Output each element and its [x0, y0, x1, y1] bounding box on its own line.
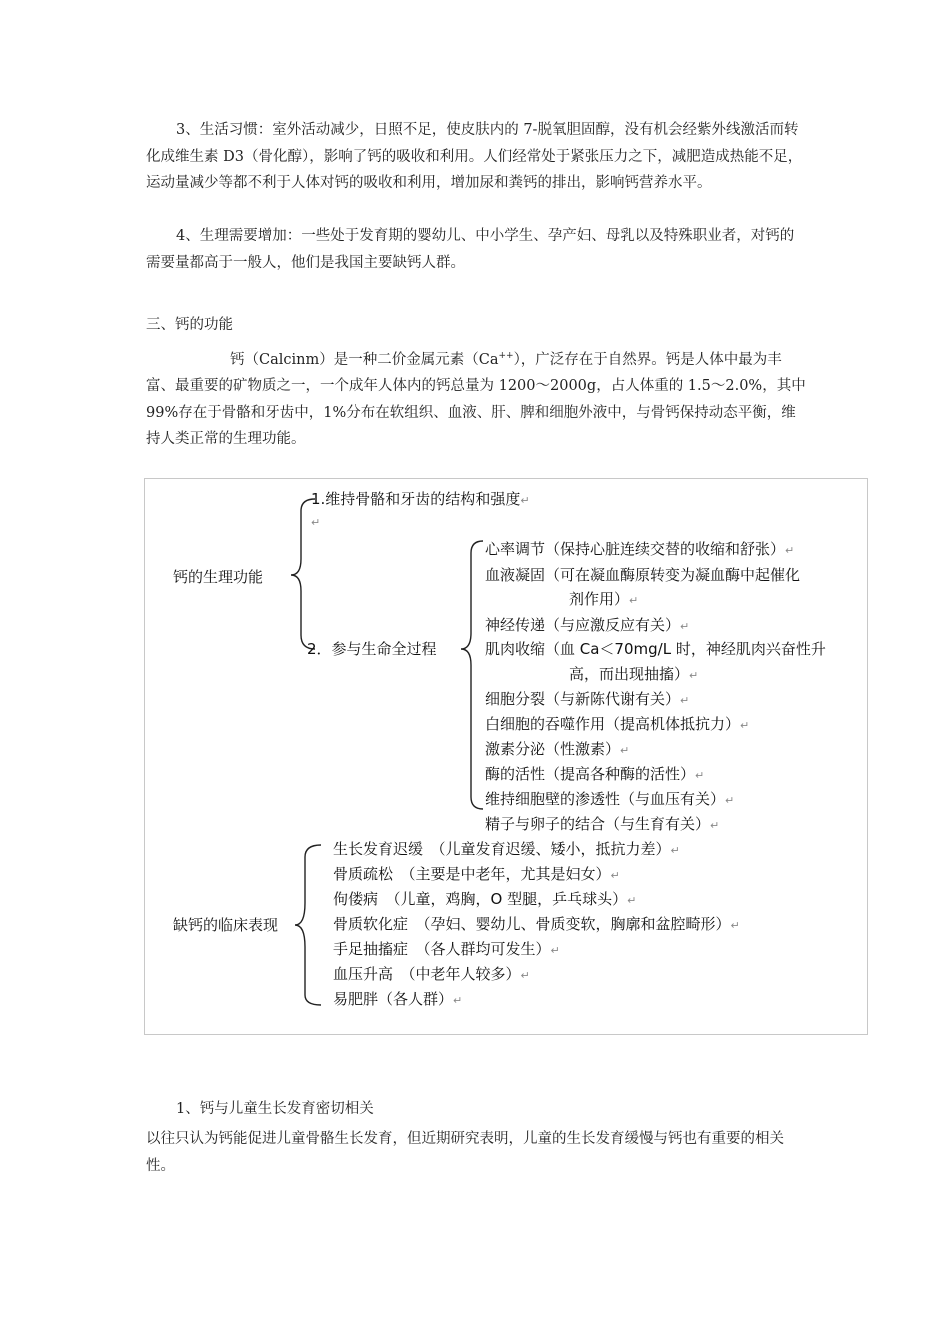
function-item: 肌肉收缩（血 Ca＜70mg/L 时，神经肌肉兴奋性升	[485, 640, 826, 658]
symptom-item: 生长发育迟缓 （儿童发育迟缓、矮小，抵抗力差）↵	[333, 840, 680, 858]
paragraph-child-growth: 以往只认为钙能促进儿童骨骼生长发育，但近期研究表明，儿童的生长发育缓慢与钙也有重要的相关性。	[146, 1131, 784, 1174]
bracket-life-process	[461, 541, 483, 809]
function-item: 白细胞的吞噬作用（提高机体抵抗力）↵	[485, 715, 750, 733]
function-item: 激素分泌（性激素）↵	[485, 740, 630, 758]
function-item: 细胞分裂（与新陈代谢有关）↵	[485, 690, 690, 708]
symptom-item: 佝偻病 （儿童，鸡胸，O 型腿，乒乓球头）↵	[333, 890, 637, 908]
bracket-deficiency	[295, 845, 321, 1005]
paragraph-calcium-intro: 钙（Calcinm）是一种二价金属元素（Ca++），广泛存在于自然界。钙是人体中最为丰富、最重要的矿物质之一，一个成年人体内的钙总量为 1200～2000g，占人体重的 1.5～2.0%，其中 99%存在于骨骼和牙齿中，1%分布在软组织、血液、肝、脾和细胞外液中，与骨钙保持动态平衡，维持人类正常的生理功能。	[146, 351, 806, 448]
paragraph-mark: ↵	[311, 516, 321, 529]
function-item: 维持细胞壁的渗透性（与血压有关）↵	[485, 790, 735, 808]
function-item: 血液凝固（可在凝血酶原转变为凝血酶中起催化	[485, 566, 801, 584]
symptom-item: 血压升高 （中老年人较多）↵	[333, 965, 530, 983]
deficiency-symptoms-label: 缺钙的临床表现	[173, 916, 279, 934]
section-heading-calcium-function: 三、钙的功能	[146, 317, 233, 333]
function-item-continued: 剂作用）↵	[569, 590, 639, 608]
paragraph-lifestyle: 3、生活习惯：室外活动减少，日照不足，使皮肤内的 7-脱氧胆固醇，没有机会经紫外线激活而转化成维生素 D3（骨化醇），影响了钙的吸收和利用。人们经常处于紧张压力之下，减肥造成热能不足，运动量减少等都不利于人体对钙的吸收和利用，增加尿和粪钙的排出，影响钙营养水平。	[146, 122, 803, 191]
paragraph-physiological-need: 4、生理需要增加：一些处于发育期的婴幼儿、中小学生、孕产妇、母乳以及特殊职业者，对钙的需要量都高于一般人，他们是我国主要缺钙人群。	[146, 228, 795, 271]
function-item-continued: 高，而出现抽搐）↵	[569, 665, 699, 683]
function-item: 酶的活性（提高各种酶的活性）↵	[485, 765, 705, 783]
branch-life-process: 2．参与生命全过程	[307, 640, 437, 658]
symptom-item: 骨质软化症 （孕妇、婴幼儿、骨质变软，胸廓和盆腔畸形）↵	[333, 915, 740, 933]
function-item: 神经传递（与应激反应有关）↵	[485, 616, 690, 634]
function-item: 精子与卵子的结合（与生育有关）↵	[485, 815, 720, 833]
symptom-item: 骨质疏松 （主要是中老年，尤其是妇女）↵	[333, 865, 620, 883]
subsection-heading-child-growth: 1、钙与儿童生长发育密切相关	[176, 1101, 374, 1117]
branch-bone-teeth: 1.维持骨骼和牙齿的结构和强度↵	[311, 490, 530, 508]
function-item: 心率调节（保持心脏连续交替的收缩和舒张）↵	[485, 540, 795, 558]
symptom-item: 手足抽搐症 （各人群均可发生）↵	[333, 940, 560, 958]
symptom-item: 易肥胖（各人群）↵	[333, 990, 463, 1008]
calcium-function-diagram	[144, 478, 868, 1035]
physiological-function-label: 钙的生理功能	[173, 568, 264, 586]
